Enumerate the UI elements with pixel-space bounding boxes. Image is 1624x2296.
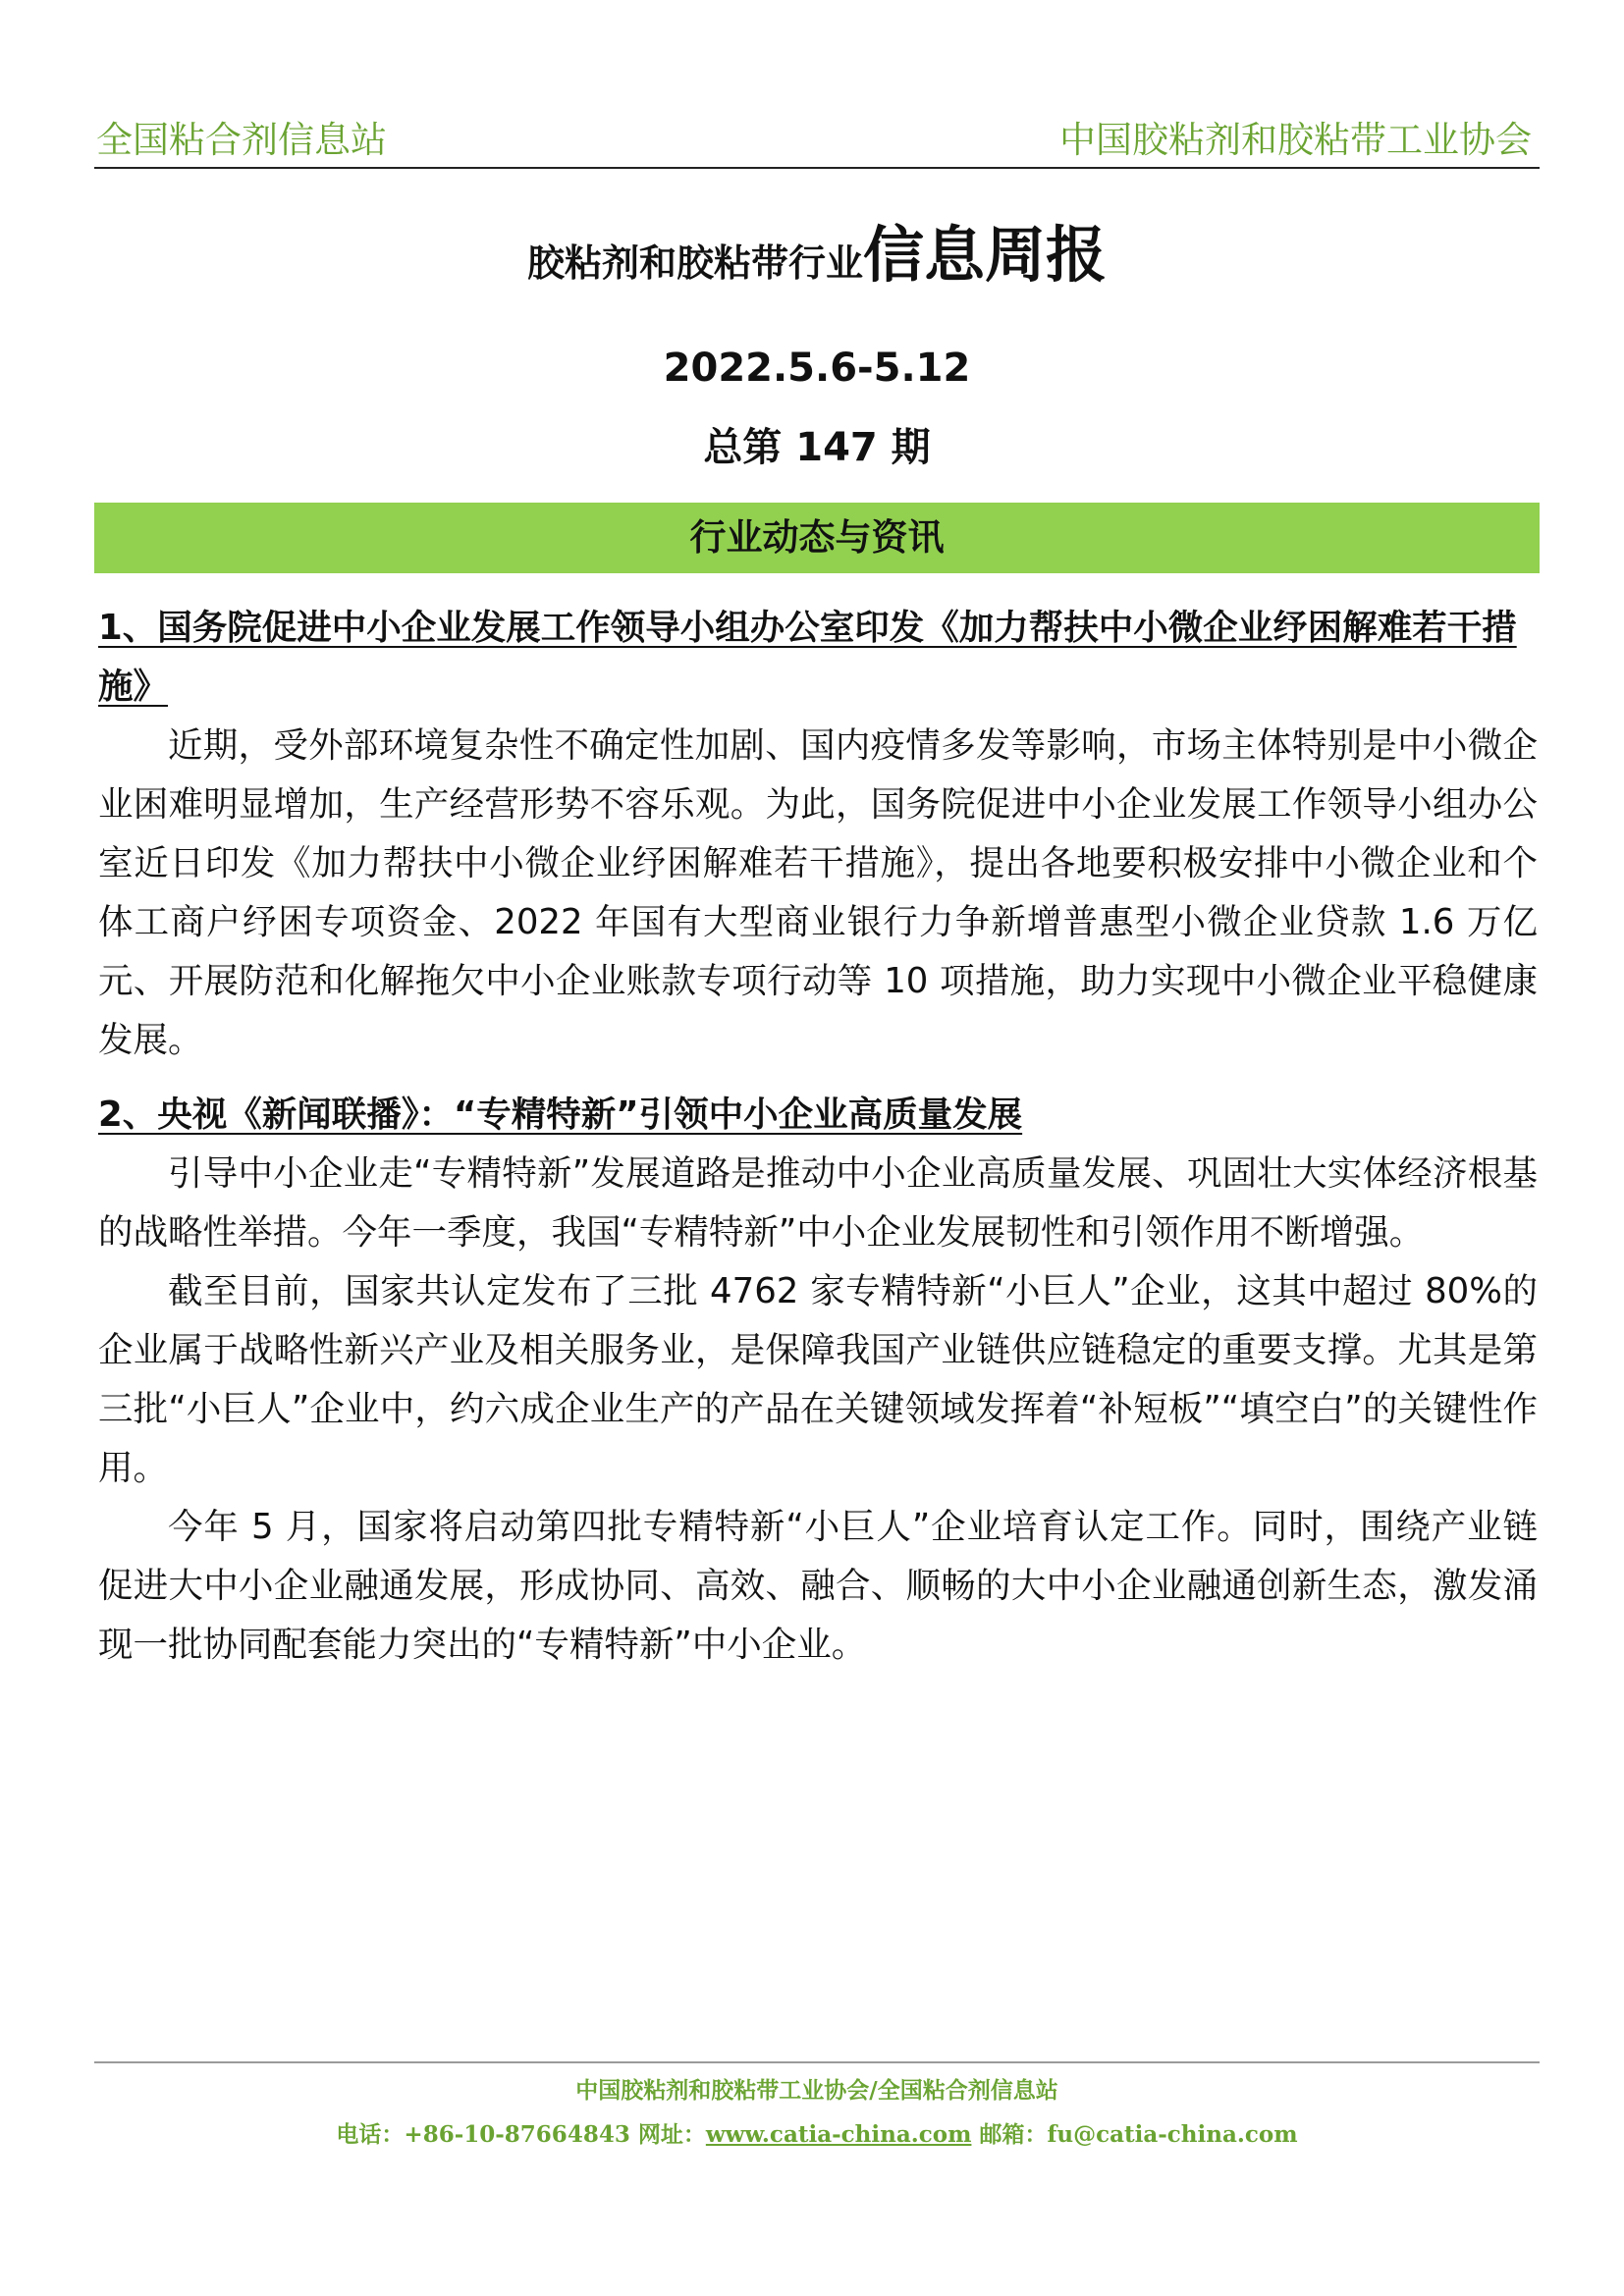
title-main: 信息周报 bbox=[863, 219, 1108, 291]
issue-number: 总第 147 期 bbox=[703, 425, 931, 470]
section-band: 行业动态与资讯 bbox=[94, 503, 1540, 573]
header-right-text: 中国胶粘剂和胶粘带工业协会 bbox=[1059, 119, 1532, 161]
footer-org: 中国胶粘剂和胶粘带工业协会/全国粘合剂信息站 bbox=[575, 2077, 1058, 2104]
phone-number: +86-10-87664843 bbox=[404, 2121, 630, 2148]
email-address: fu@catia-china.com bbox=[1047, 2121, 1298, 2148]
article-title: 2、央视《新闻联播》：“专精特新”引领中小企业高质量发展 bbox=[98, 1095, 1023, 1135]
article-paragraph: 截至目前，国家共认定发布了三批 4762 家专精特新“小巨人”企业，这其中超过 80%的企业属于战略性新兴产业及相关服务业，是保障我国产业链供应链稳定的重要支撑。尤其是第三批“小巨人”企业中，约六成企业生产的产品在关键领域发挥着“补短板”“填空白”的关键性作用。 bbox=[98, 1271, 1538, 1488]
article-paragraph: 引导中小企业走“专精特新”发展道路是推动中小企业高质量发展、巩固壮大实体经济根基的战略性举措。今年一季度，我国“专精特新”中小企业发展韧性和引领作用不断增强。 bbox=[98, 1153, 1538, 1253]
header-left-text: 全国粘合剂信息站 bbox=[96, 119, 387, 161]
page-title bbox=[94, 216, 1540, 310]
footer-divider bbox=[94, 2061, 1540, 2063]
running-header bbox=[94, 116, 1540, 169]
article-content bbox=[98, 599, 1538, 1675]
article-paragraph: 今年 5 月，国家将启动第四批专精特新“小巨人”企业培育认定工作。同时，围绕产业链促进大中小企业融通发展，形成协同、高效、融合、顺畅的大中小企业融通创新生态，激发涌现一批协同配套能力突出的“专精特新”中小企业。 bbox=[98, 1507, 1538, 1665]
website-link[interactable]: www.catia-china.com bbox=[705, 2121, 972, 2148]
article-paragraph: 近期，受外部环境复杂性不确定性加剧、国内疫情多发等影响，市场主体特别是中小微企业困难明显增加，生产经营形势不容乐观。为此，国务院促进中小企业发展工作领导小组办公室近日印发《加力帮扶中小微企业纾困解难若干措施》，提出各地要积极安排中小微企业和个体工商户纾困专项资金、2022 年国有大型商业银行力争新增普惠型小微企业贷款 1.6 万亿元、开展防范和化解拖欠中小企业账款专项行动等 10 项措施，助力实现中小微企业平稳健康发展。 bbox=[98, 725, 1538, 1060]
article-title: 1、国务院促进中小企业发展工作领导小组办公室印发《加力帮扶中小微企业纾困解难若干措施》 bbox=[98, 608, 1517, 707]
date-range: 2022.5.6-5.12 bbox=[663, 346, 971, 391]
footer-contact bbox=[94, 2115, 1540, 2155]
phone-label: 电话： bbox=[336, 2121, 405, 2148]
web-label: 网址： bbox=[637, 2121, 706, 2148]
title-prefix: 胶粘剂和胶粘带行业 bbox=[526, 241, 863, 285]
email-label: 邮箱： bbox=[979, 2121, 1048, 2148]
